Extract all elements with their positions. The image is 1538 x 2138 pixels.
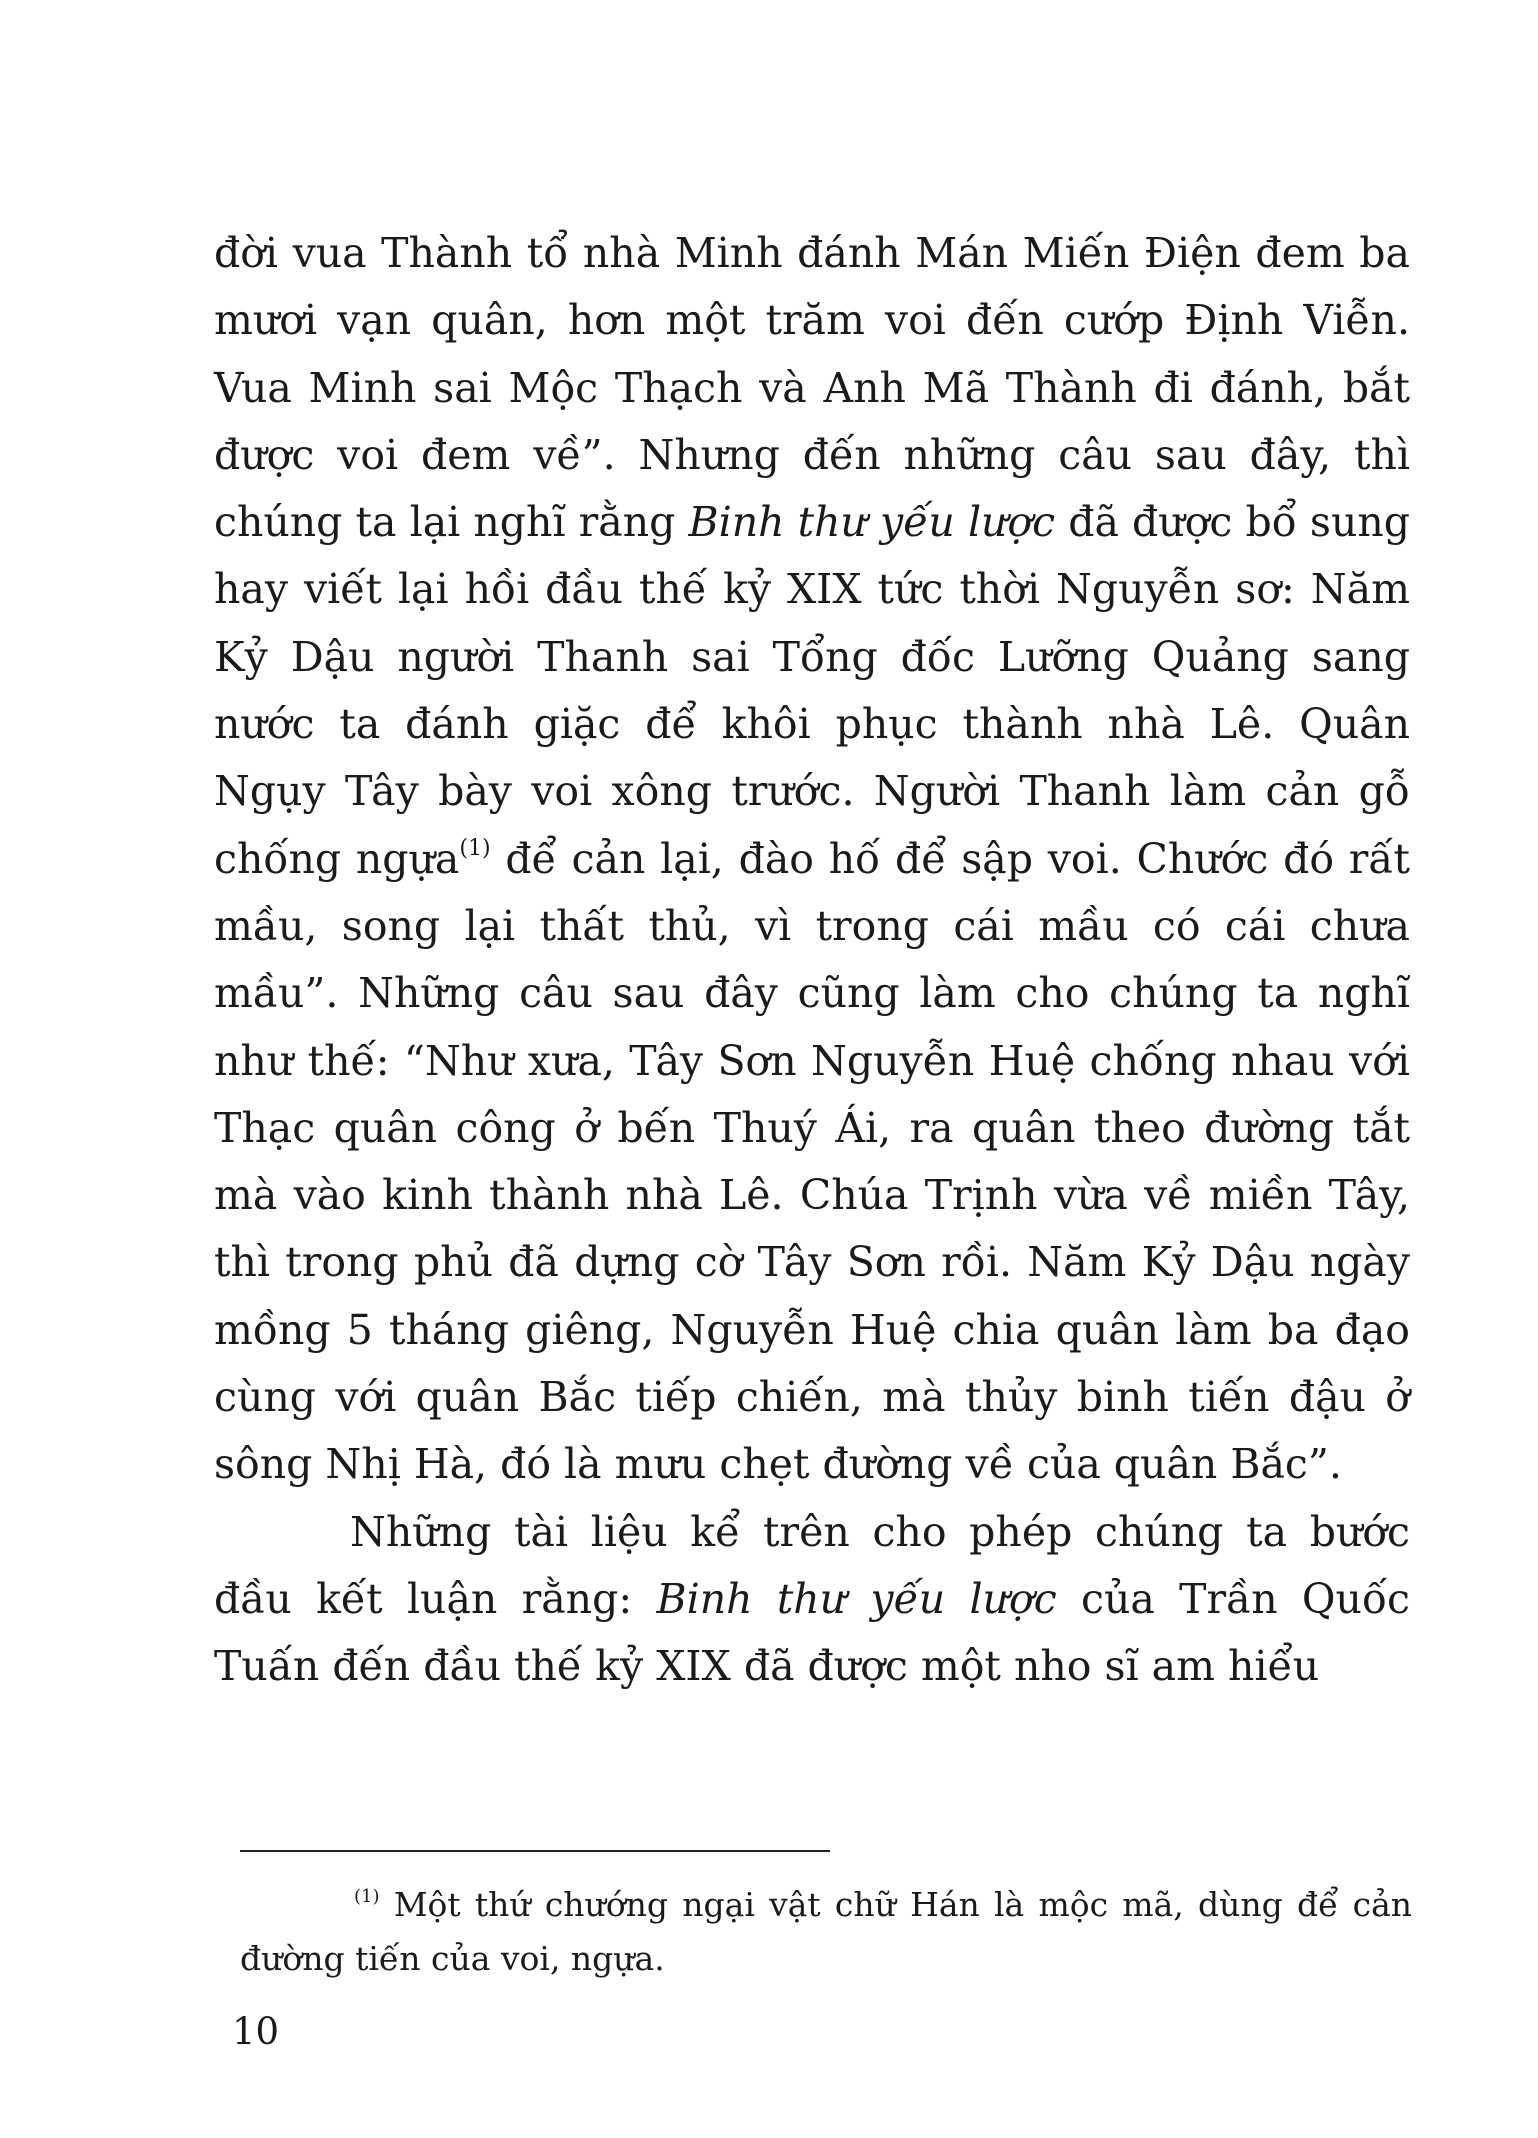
book-title: Binh thư yếu lược	[688, 498, 1056, 547]
text-segment: đời vua Thành tổ nhà Minh đánh Mán Miến Điện đem ba mươi vạn quân, hơn một trăm voi đến cướp Định Viễn. Vua Minh sai Mộc Thạch và Anh Mã Thành đi đánh, bắt được voi đem về”. Nhưng đến những câu sau đây, thì chúng ta lại nghĩ rằng	[214, 229, 1410, 547]
footnote-divider	[240, 1850, 830, 1852]
footnote	[240, 1878, 1412, 1986]
page-number: 10	[232, 2010, 280, 2053]
footnote-marker: (1)	[354, 1886, 380, 1907]
paragraph-2	[214, 1499, 1410, 1701]
footnote-text: Một thứ chướng ngại vật chữ Hán là mộc mã, dùng để cản đường tiến của voi, ngựa.	[240, 1885, 1412, 1978]
text-segment: để cản lại, đào hố để sập voi. Chước đó rất mầu, song lại thất thủ, vì trong cái mầu có cái chưa mầu”. Những câu sau đây cũng làm cho chúng ta nghĩ như thế: “Như xưa, Tây Sơn Nguyễn Huệ chống nhau với Thạc quân công ở bến Thuý Ái, ra quân theo đường tắt mà vào kinh thành nhà Lê. Chúa Trịnh vừa về miền Tây, thì trong phủ đã dựng cờ Tây Sơn rồi. Năm Kỷ Dậu ngày mồng 5 tháng giêng, Nguyễn Huệ chia quân làm ba đạo cùng với quân Bắc tiếp chiến, mà thủy binh tiến đậu ở sông Nhị Hà, đó là mưu chẹt đường về của quân Bắc”.	[214, 834, 1410, 1489]
paragraph-1	[214, 220, 1410, 1499]
book-title: Binh thư yếu lược	[656, 1574, 1057, 1623]
text-segment: của Trần Quốc Tuấn đến đầu thế kỷ XIX đã được một nho sĩ am hiểu	[214, 1574, 1410, 1691]
text-segment: Những tài liệu kể trên cho phép chúng ta bước đầu kết luận rằng:	[214, 1507, 1410, 1623]
body-text	[214, 220, 1410, 1701]
text-segment: đã được bổ sung hay viết lại hồi đầu thế kỷ XIX tức thời Nguyễn sơ: Năm Kỷ Dậu người Thanh sai Tổng đốc Lưỡng Quảng sang nước ta đánh giặc để khôi phục thành nhà Lê. Quân Ngụy Tây bày voi xông trước. Người Thanh làm cản gỗ chống ngựa	[214, 498, 1411, 883]
footnote-reference: (1)	[459, 835, 491, 861]
